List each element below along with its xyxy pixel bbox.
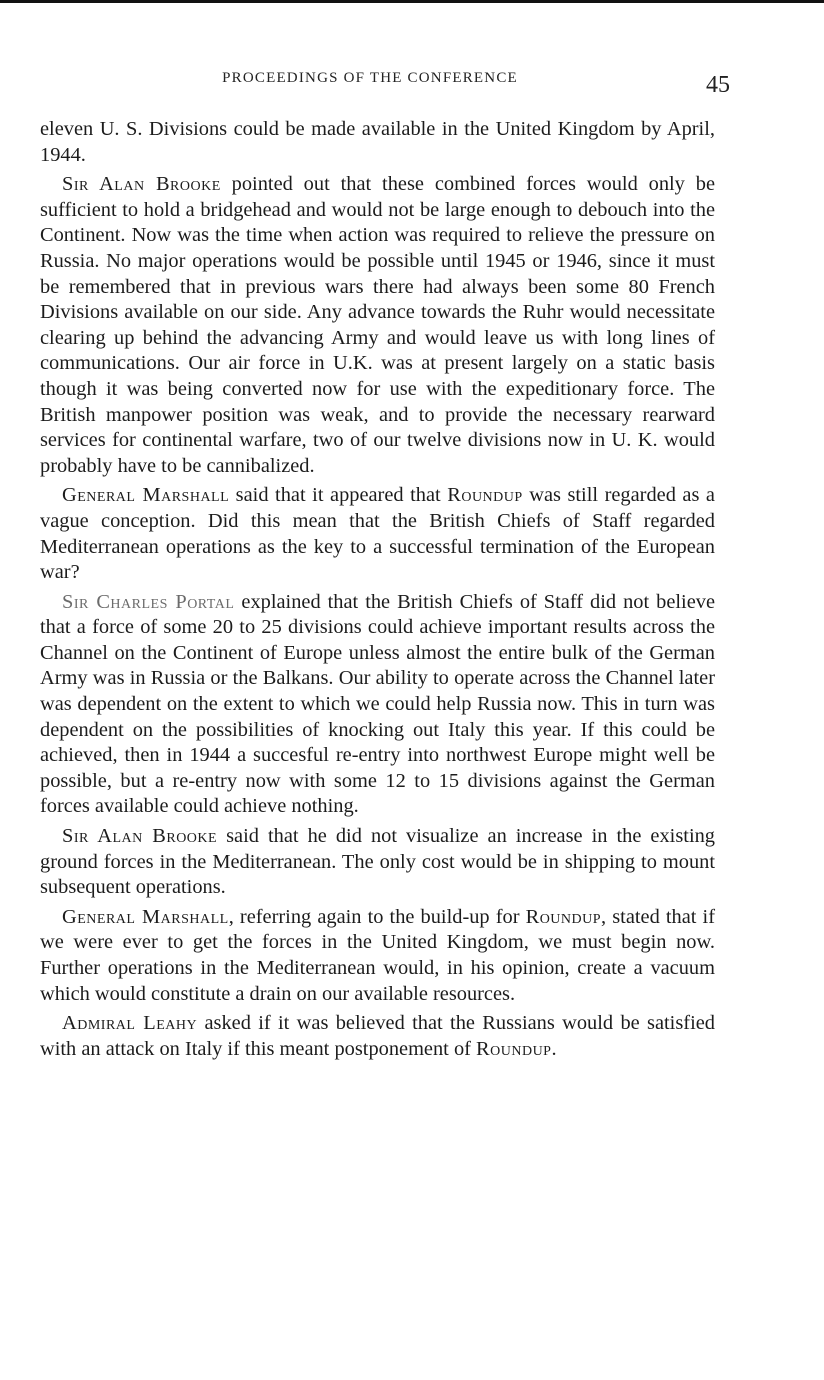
paragraph-text: . [551,1037,557,1060]
operation-name: Roundup [476,1037,552,1060]
paragraph-4 [40,590,715,820]
speaker-name: General Marshall [62,905,229,928]
paragraph-5 [40,824,715,901]
paragraph-text: explained that the British Chiefs of Staff did not believe that a force of some 20 to 25 divisions could achieve important results across the Channel on the Continent of Europe unless almost the entire bulk of the German Army was in Russia or the Balkans. Our ability to operate across the Channel later was dependent on the extent to which we could help Russia now. This in turn was dependent on the possibilities of knocking out Italy this year. If this could be achieved, then in 1944 a succesful re-entry into northwest Europe might well be possible, but a re-entry now with some 12 to 15 divisions against the German forces available could achieve nothing. [40,590,716,818]
paragraph-text: eleven U. S. Divisions could be made available in the United Kingdom by April, 1944. [40,118,715,166]
paragraph-text: pointed out that these combined forces would only be sufficient to hold a bridgehead and would not be large enough to debouch into the Continent. Now was the time when action was required to relieve the pressure on Russia. No major operations would be possible until 1945 or 1946, since it must be remembered that in previous wars there had always been some 80 French Divisions available on our side. Any advance towards the Ruhr would necessitate clearing up behind the advancing Army and would leave us with long lines of communications. Our air force in U.K. was at present largely on a static basis though it was being converted now for use with the expeditionary force. The British manpower position was weak, and to provide the necessary rearward services for continental warfare, two of our twelve divisions now in U. K. would probably have to be cannibalized. [40,173,715,477]
speaker-name: Sir Charles Portal [62,590,235,613]
running-head: PROCEEDINGS OF THE CONFERENCE [222,70,518,86]
paragraph-text: , referring again to the build-up for [228,905,526,928]
paragraph-1 [40,117,715,168]
operation-name: Roundup [525,905,602,928]
paragraph-6 [40,905,715,1007]
operation-name: Roundup [447,484,523,507]
paragraph-text: said that he did not visualize an increase in the existing ground forces in the Mediterranean. The only cost would be in shipping to mount subsequent operations. [40,825,715,899]
body-text [40,117,715,1066]
top-border-rule [0,0,824,3]
paragraph-text: was still regarded as a vague conception. Did this mean that the British Chiefs of Staff regarded Mediterranean operations as the key to a successful termination of the European war? [40,484,715,584]
page-number: 45 [706,72,730,98]
speaker-name: General Marshall [62,484,230,507]
paragraph-text: , stated that if we were ever to get the forces in the United Kingdom, we must begin now. Further operations in the Mediterranean would, in his opinion, create a vacuum which would constitute a drain on our available resources. [40,905,716,1005]
speaker-name: Sir Alan Brooke [62,825,218,848]
paragraph-text: said that it appeared that [229,484,448,507]
paragraph-text: asked if it was believed that the Russians would be satisfied with an attack on Italy if this meant postponement of [40,1012,715,1060]
paragraph-7 [40,1011,715,1062]
paragraph-3 [40,483,715,585]
paragraph-2 [40,172,715,479]
speaker-name: Sir Alan Brooke [62,173,221,196]
speaker-name: Admiral Leahy [62,1012,198,1035]
